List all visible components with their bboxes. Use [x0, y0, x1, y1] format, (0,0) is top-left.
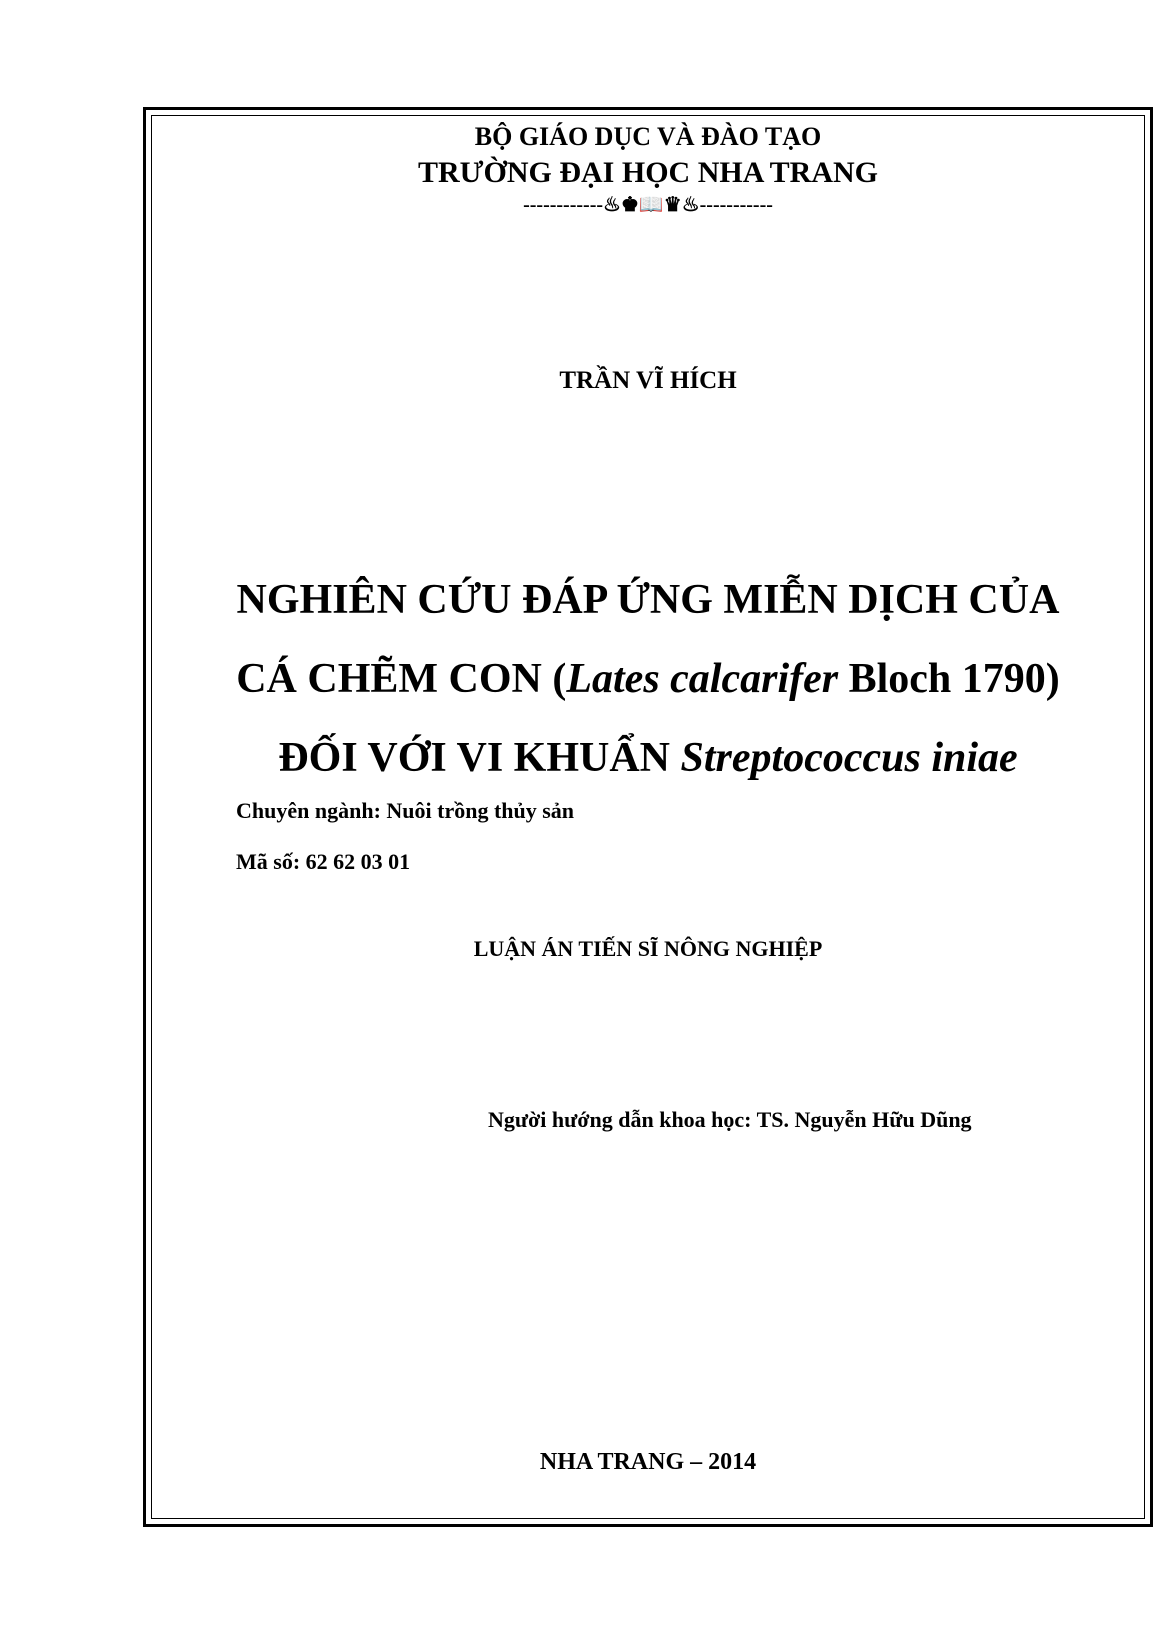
major-label: Chuyên ngành: Nuôi trồng thủy sản — [236, 798, 575, 823]
title-line-2-prefix: CÁ CHẼM CON ( — [236, 656, 567, 702]
species-name-streptococcus: Streptococcus iniae — [680, 735, 1018, 781]
title-line-3-prefix: ĐỐI VỚI VI KHUẨN — [278, 735, 681, 781]
degree-type: LUẬN ÁN TIẾN SĨ NÔNG NGHIỆP — [473, 936, 823, 961]
thesis-title-line-2 — [151, 654, 1145, 704]
title-line-2-suffix: Bloch 1790) — [838, 656, 1060, 702]
university-name: TRƯỜNG ĐẠI HỌC NHA TRANG — [417, 156, 879, 189]
major-code: Mã số: 62 62 03 01 — [236, 849, 411, 874]
species-name-lates: Lates calcarifer — [566, 656, 839, 702]
place-and-year: NHA TRANG – 2014 — [539, 1449, 757, 1475]
thesis-title-line-1: NGHIÊN CỨU ĐÁP ỨNG MIỄN DỊCH CỦA — [236, 577, 1060, 623]
ornament-divider: ------------♨♚📖♛♨----------- — [523, 194, 773, 216]
author-name: TRẦN VĨ HÍCH — [559, 367, 737, 394]
thesis-title-line-3 — [151, 733, 1145, 783]
advisor-line: Người hướng dẫn khoa học: TS. Nguyễn Hữu Dũng — [488, 1107, 972, 1132]
ministry-name: BỘ GIÁO DỤC VÀ ĐÀO TẠO — [474, 122, 822, 151]
